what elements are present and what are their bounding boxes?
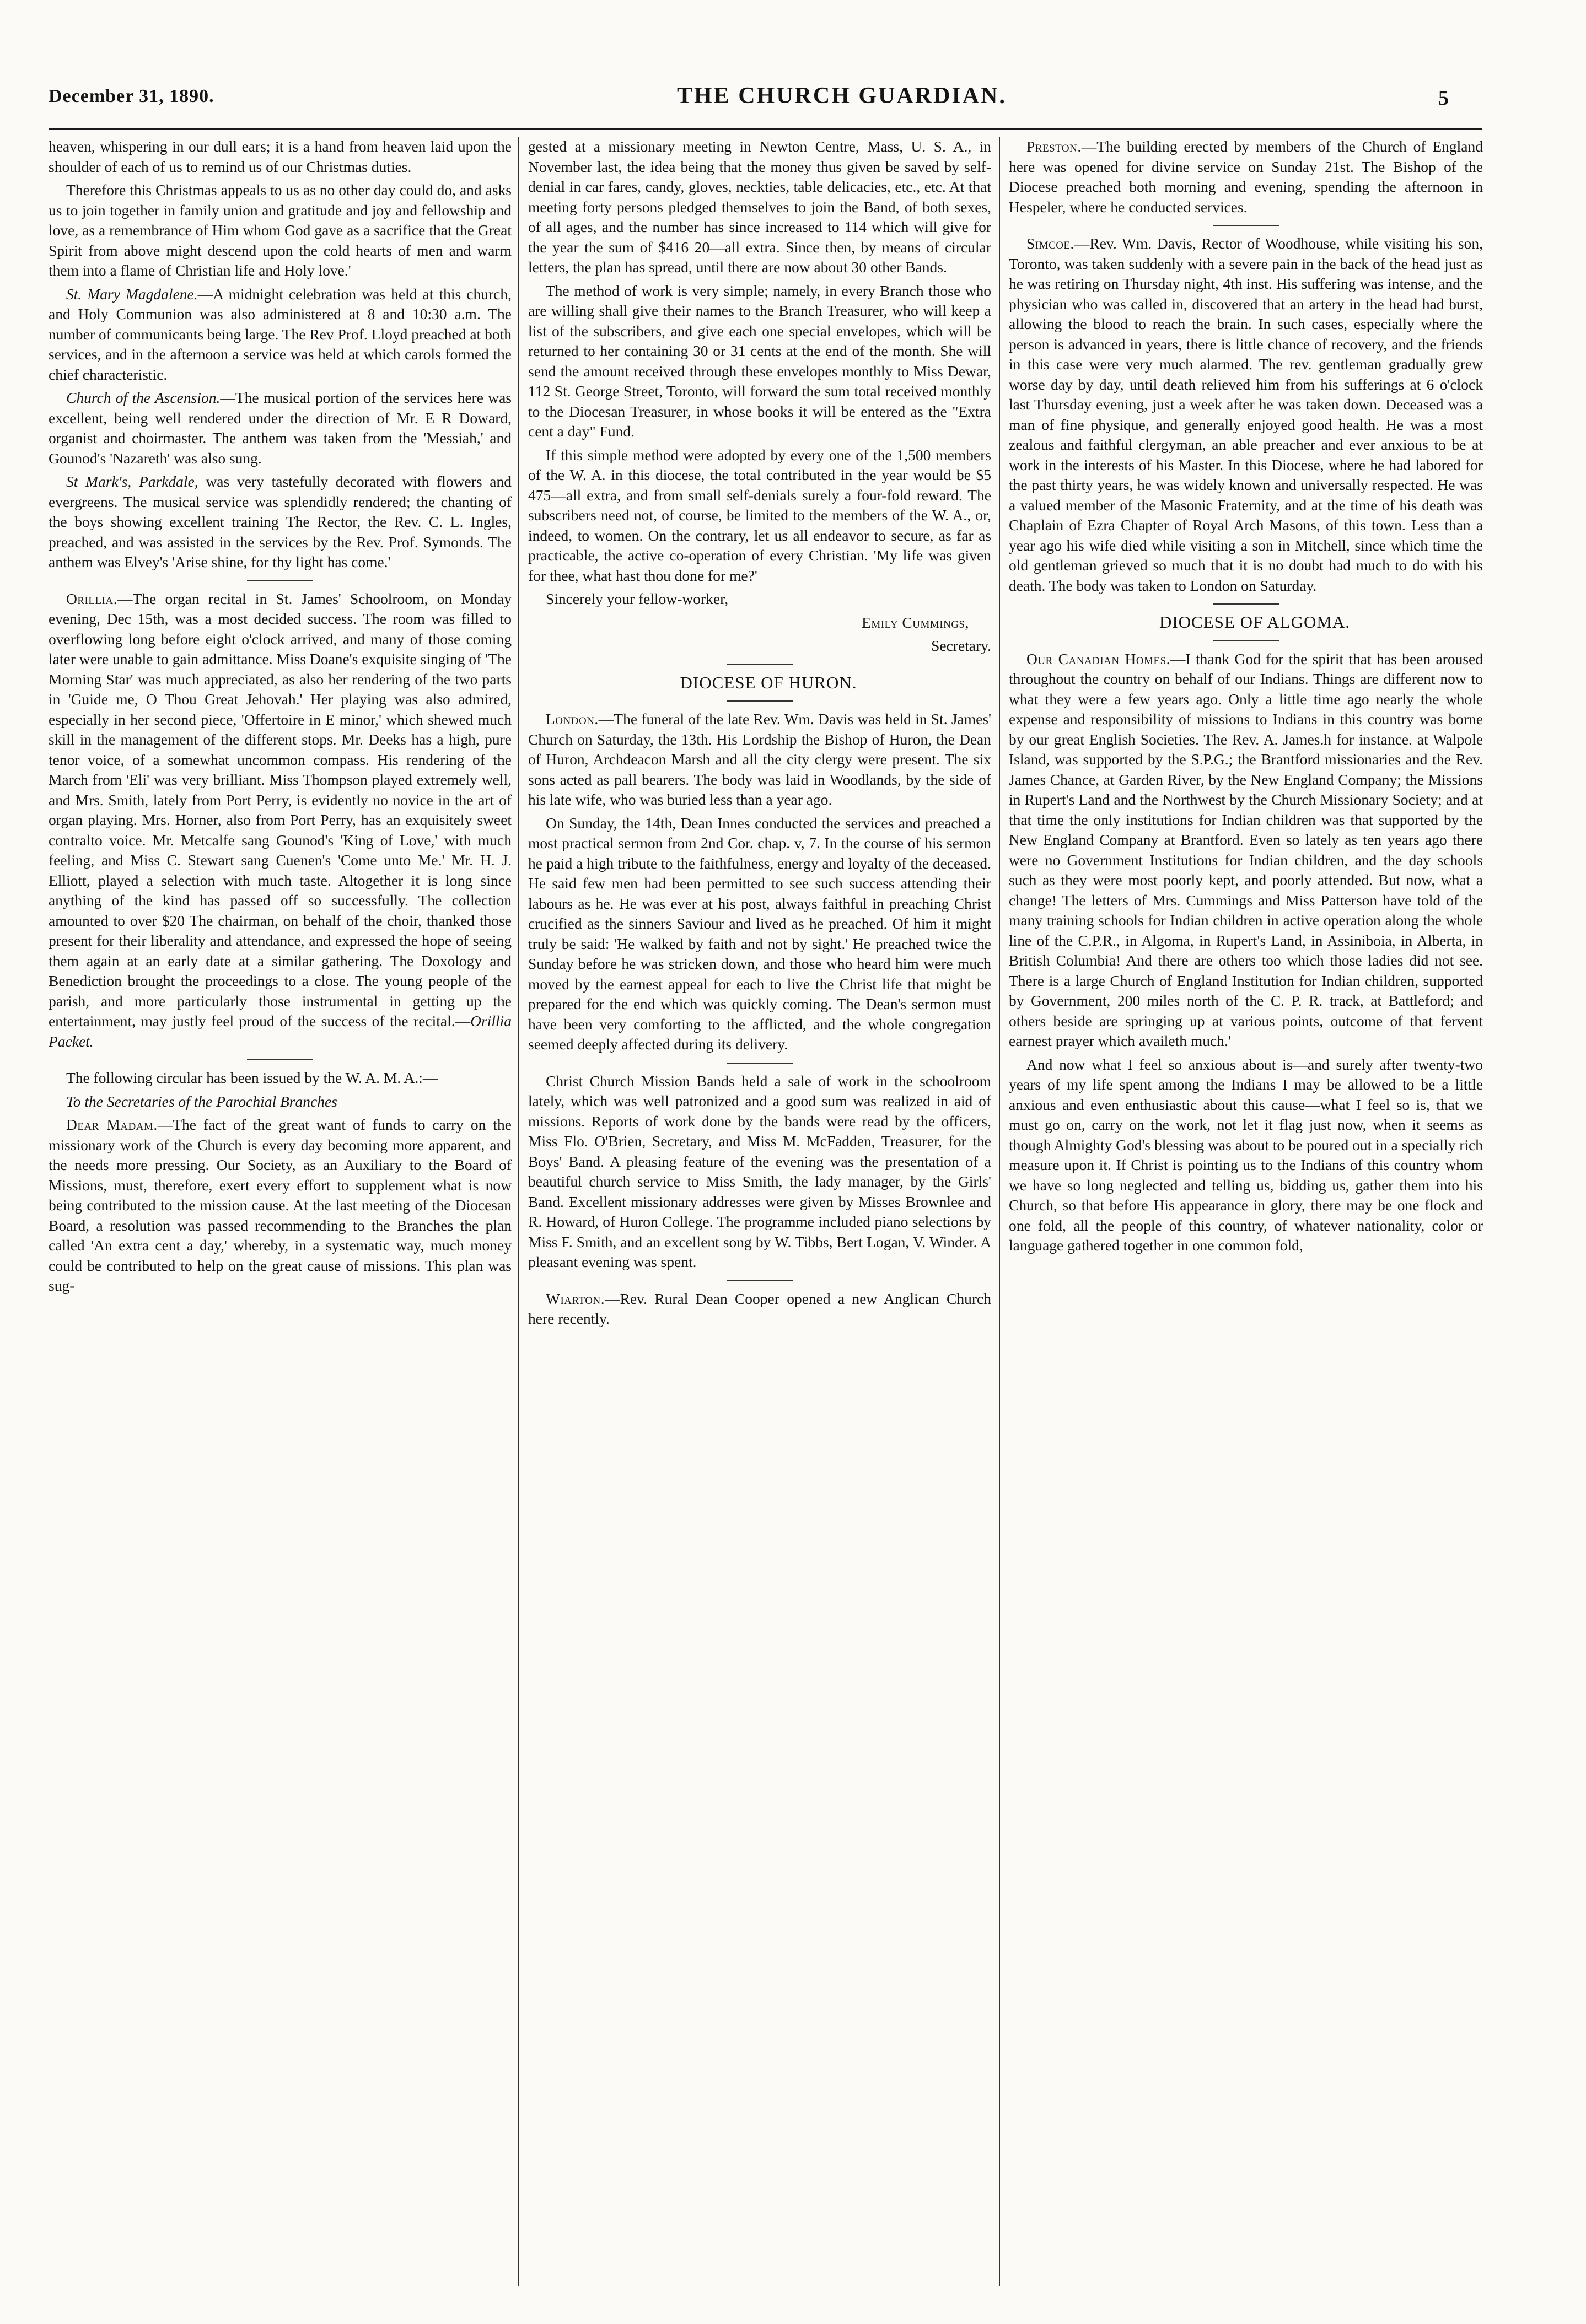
paragraph-heading: Wiarton. (546, 1290, 605, 1307)
paragraph-heading: Dear Madam. (66, 1116, 158, 1133)
paragraph-body: —The funeral of the late Rev. Wm. Davis was held in St. James' Church on Saturday, the 13th. His Lordship the Bishop of Huron, the Dean of Huron, Archdeacon Marsh and all the city clergy were present. The six sons acted as pall bearers. The body was laid in Woodlands, by the side of his late wife, who was buried less than a year ago. (528, 710, 991, 808)
masthead (49, 83, 1471, 121)
article-paragraph: gested at a missionary meeting in Newton Centre, Mass, U. S. A., in November last, the idea being that the money thus given be saved by self-denial in car fares, candy, gloves, neckties, table delicacies, etc., etc. At that meeting forty persons pledged themselves to join the Band, of both sexes, of all ages, and the number has since increased to 114 which will give for the year the sum of $416 20—all extra. Since then, by means of circular letters, the plan has spread, until there are now about 30 other Bands. (528, 138, 991, 276)
article-paragraph: Christ Church Mission Bands held a sale of work in the schoolroom lately, which was well patronized and a good sum was realized in aid of missions. Reports of work done by the bands were read by the officers, Miss Flo. O'Brien, Secretary, and Miss M. McFadden, Treasurer, for the Boys' Band. A pleasing feature of the evening was the presentation of a beautiful church service to Miss Smith, the lady manager, by the Girls' Band. Excellent missionary addresses were given by Misses Brownlee and R. Howard, of Huron College. The programme included piano selections by Miss F. Smith, and an excellent song by W. Tibbs, Bert Logan, V. Winder. A pleasant evening was spent. (528, 1072, 991, 1270)
paragraph-heading: Preston. (1026, 138, 1082, 155)
section-divider (727, 664, 793, 665)
section-divider (247, 580, 313, 581)
article-paragraph (49, 589, 512, 1052)
section-divider (247, 1059, 313, 1060)
page-number: 5 (1438, 87, 1449, 110)
article-paragraph: And now what I feel so anxious about is—and surely after twenty-two years of my life spent among the Indians I may be allowed to be a little anxious and even enthusiastic about this cause—what I feel so is, that we must go on, carry on the work, not let it flag just now, when it seems as though Almighty God's blessing was about to be poured out in a specially rich measure upon it. If Christ is pointing us to the Indians of this country whom we have so long neglected and telling us, bidding us, gather them into his Church, so that before His appearance in glory, there may be one flock and one fold, all the people of this country, of whatever nationality, color or language gathered together in one common fold, (1009, 1055, 1483, 1254)
section-divider (727, 700, 793, 702)
column-divider (518, 137, 519, 2286)
paragraph-body: —The musical portion of the services here was excellent, being well rendered under the direction of Mr. E R Doward, organist and choirmaster. The anthem was taken from the 'Messiah,' and Gounod's 'Nazareth' was also sung. (49, 389, 512, 467)
section-divider (727, 1280, 793, 1281)
article-paragraph (49, 284, 512, 385)
source-credit: Orillia Packet. (49, 1012, 512, 1050)
section-divider (727, 1063, 793, 1064)
paragraph-heading: Church of the Ascension. (66, 389, 221, 406)
paragraph-body: —Rev. Wm. Davis, Rector of Woodhouse, while visiting his son, Toronto, was taken suddenly with a severe pain in the back of the head just as he was retiring on Thursday night, 4th inst. His suffering was intense, and the physician who was called in, discovered that an artery in the head had burst, allowing the blood to reach the brain. In such cases, especially where the person is advanced in years, there is little chance of recovery, and the friends in this case were very much alarmed. The rev. gentleman gradually grew worse day by day, until death relieved him from his sufferings at 6 o'clock last Thursday evening, just a week after he was taken down. Deceased was a man of fine physique, and generally enjoyed good health. He was a most zealous and faithful clergyman, an able preacher and ever anxious to be at work in the interests of his Master. In this Diocese, where he had labored for the past thirty years, he was widely known and universally respected. He was a valued member of the Masonic Fraternity, and at the time of his death was Chaplain of Ezra Chapter of Royal Arch Masons, of this town. Less than a year ago his wife died while visiting a son in Mitchell, since which time the old gentleman grieved so much that it is no doubt had much to do with his death. The body was taken to London on Saturday. (1009, 235, 1483, 594)
section-heading-algoma: DIOCESE OF ALGOMA. (1159, 612, 1351, 632)
column-divider (999, 137, 1000, 2286)
article-paragraph (528, 709, 991, 810)
article-paragraph: If this simple method were adopted by every one of the 1,500 members of the W. A. in this diocese, the total contributed in the year would be $5 475—all extra, and from small self-denials surely a four-fold reward. The subscribers need not, of course, be limited to the members of the W. A., or, indeed, to women. On the contrary, let us all endeavor to secure, as far as practicable, the active co-operation of every Christian. 'My life was given for thee, what hast thou done for me?' (528, 446, 991, 584)
masthead-rule (49, 128, 1482, 130)
paragraph-heading: London. (546, 710, 599, 727)
article-paragraph: The following circular has been issued by the W. A. M. A.:— (66, 1069, 438, 1086)
paragraph-body: —The fact of the great want of funds to carry on the missionary work of the Church is every day becoming more apparent, and the needs more pressing. Our Society, as an Auxiliary to the Board of Missions, must, therefore, exert every effort to supplement what is now being contributed to the mission cause. At the last meeting of the Diocesan Board, a resolution was passed recommending to the Branches the plan called 'An extra cent a day,' whereby, in a systematic way, much money could be contributed to help on the great cause of missions. This plan was sug- (49, 1116, 512, 1294)
paragraph-body: —I thank God for the spirit that has been aroused throughout the country on behalf of our Indians. Things are different now to what they were a few years ago. Only a little time ago nearly the whole expense and responsibility of missions to Indians in this country was borne by our great English Societies. The Rev. A. James.h for instance. at Walpole Island, was supported by the S.P.G.; the Brantford missionaries and the Rev. James Chance, at Garden River, by the New England Company; the Missions in Rupert's Land and the Northwest by the Church Missionary Society; and at that time the only institutions for Indian children was that supported by the New England Company at Brantford. Even so lately as ten years ago there were no Government Institutions for Indian children, and the day schools such as they were most poorly kept, and poorly attended. But now, what a change! The letters of Mrs. Cummings and Miss Patterson have told of the many training schools for Indian children in active operation along the whole line of the C.P.R., in Algoma, in Rupert's Land, in Assiniboia, in Alberta, in British Columbia! And there are others too which those ladies did not see. There is a large Church of England Institution for Indian children, supported by Government, 200 miles north of the C. P. R. track, at Battleford; and others beside are springing up at various points, outcome of that fervent earnest prayer which availeth much.' (1009, 650, 1483, 1049)
paragraph-body: —A midnight celebration was held at this church, and Holy Communion was also administered at 8 and 10:30 a.m. The number of communicants being large. The Rev Prof. Lloyd preached at both services, and in the afternoon a service was held at which carols formed the chief characteristic. (49, 285, 512, 383)
paragraph-body: —The organ recital in St. James' Schoolroom, on Monday evening, Dec 15th, was a most decided success. The room was filled to overflowing long before eight o'clock arrived, and many of those coming later were unable to gain admittance. Miss Doane's exquisite singing of 'The Morning Star' was much appreciated, as also her rendering of the two parts in 'Guide me, O Thou Great Jehovah.' Her playing was also admired, especially in her second piece, 'Offertoire in E minor,' which shewed much skill in the management of the different stops. Mr. Deeks has a high, pure tenor voice, of a somewhat uncommon compass. His rendering of the March from 'Eli' was very brilliant. Miss Thompson played extremely well, and Mrs. Smith, lately from Port Perry, is evidently no novice in the art of organ playing. Mrs. Horner, also from Port Perry, has an exquisitely sweet contralto voice. Mr. Metcalfe sang Gounod's 'King of Love,' with much feeling, and Miss C. Stewart sang Cuenen's 'Come unto Me.' Mr. H. J. Elliott, played a selection with much taste. Altogether it is long since anything of the kind has passed off so successfully. The collection amounted to over $20 The chairman, on behalf of the choir, thanked those present for their liberality and attendance, and expressed the hope of seeing them again at an early date at a similar gathering. The Doxology and Benediction brought the proceedings to a close. The young people of the parish, and more particularly those instrumental in getting up the entertainment, may justly feel proud of the success of the recital.— (49, 590, 512, 1029)
column-3 (1009, 137, 1483, 2303)
issue-date: December 31, 1890. (49, 86, 214, 106)
newspaper-title: THE CHURCH GUARDIAN. (677, 83, 1007, 109)
circular-salutation: To the Secretaries of the Parochial Branches (66, 1092, 337, 1110)
paragraph-heading: Orillia. (66, 590, 117, 607)
column-1 (49, 137, 512, 2303)
paragraph-heading: St Mark's, Parkdale, (66, 473, 198, 490)
article-paragraph: Therefore this Christmas appeals to us as no other day could do, and asks us to join together in family union and gratitude and joy and fellowship and love, as a remembrance of Him whom God gave as a sacrifice that the Great Spirit from above might descend upon the cold hearts of men and warm them into a flame of Christian life and Holy love.' (49, 181, 512, 279)
section-divider (1213, 603, 1279, 605)
article-paragraph (49, 388, 512, 468)
article-paragraph (1009, 234, 1483, 596)
article-paragraph (528, 1289, 991, 1329)
paragraph-heading: Simcoe. (1026, 235, 1074, 252)
article-paragraph (1009, 137, 1483, 217)
signature-name: Emily Cummings, (862, 613, 969, 631)
paragraph-body: was very tastefully decorated with flowers and evergreens. The musical service was splendidly rendered; the chanting of the boys showing excellent training The Rector, the Rev. C. L. Ingles, preached, and was assisted in the services by the Rev. Prof. Symonds. The anthem was Elvey's 'Arise shine, for thy light has come.' (49, 473, 512, 570)
paragraph-body: —The building erected by members of the Church of England here was opened for divine service on Sunday 21st. The Bishop of the Diocese preached both morning and evening, spending the afternoon in Hespeler, where he conducted services. (1009, 138, 1483, 215)
paragraph-body: —Rev. Rural Dean Cooper opened a new Anglican Church here recently. (528, 1290, 991, 1327)
article-paragraph (1009, 649, 1483, 1052)
closing-line: Sincerely your fellow-worker, (546, 590, 729, 607)
paragraph-heading: Our Canadian Homes. (1026, 650, 1171, 667)
column-2 (528, 137, 991, 2303)
article-paragraph: The method of work is very simple; namely, in every Branch those who are willing shall give their names to the Branch Treasurer, who will keep a list of the subscribers, and give each one special envelopes, which will be returned to her containing 30 or 31 cents at the end of the month. She will send the amount received through these envelopes monthly to Miss Dewar, 112 St. George Street, Toronto, will forward the sum total received monthly to the Diocesan Treasurer, in whose books it will be entered as the "Extra cent a day" Fund. (528, 282, 991, 440)
paragraph-heading: St. Mary Magdalene. (66, 285, 198, 303)
article-paragraph (49, 472, 512, 573)
section-heading-huron: DIOCESE OF HURON. (680, 672, 857, 692)
section-divider (1213, 225, 1279, 226)
article-paragraph (49, 1115, 512, 1296)
article-paragraph: heaven, whispering in our dull ears; it is a hand from heaven laid upon the shoulder of each of us to remind us of our Christmas duties. (49, 138, 512, 175)
section-divider (1213, 640, 1279, 641)
article-paragraph: On Sunday, the 14th, Dean Innes conducted the services and preached a most practical sermon from 2nd Cor. chap. v, 7. In the course of his sermon he paid a high tribute to the faithfulness, energy and loyalty of the deceased. He said few men had been permitted to see such success attending their labours as he. He was ever at his post, always faithful in preaching Christ crucified as the sinners Saviour and lived as he preached. Of him it might truly be said: 'He walked by faith and not by sight.' He preached twice the Sunday before he was stricken down, and those who heard him were much moved by the earnest appeal for each to live the Christ life that might be prepared for the end which was quickly coming. The Dean's sermon must have been very comforting to the afflicted, and the whole congregation seemed deeply affected during its delivery. (528, 814, 991, 1053)
signature-title: Secretary. (931, 637, 991, 654)
